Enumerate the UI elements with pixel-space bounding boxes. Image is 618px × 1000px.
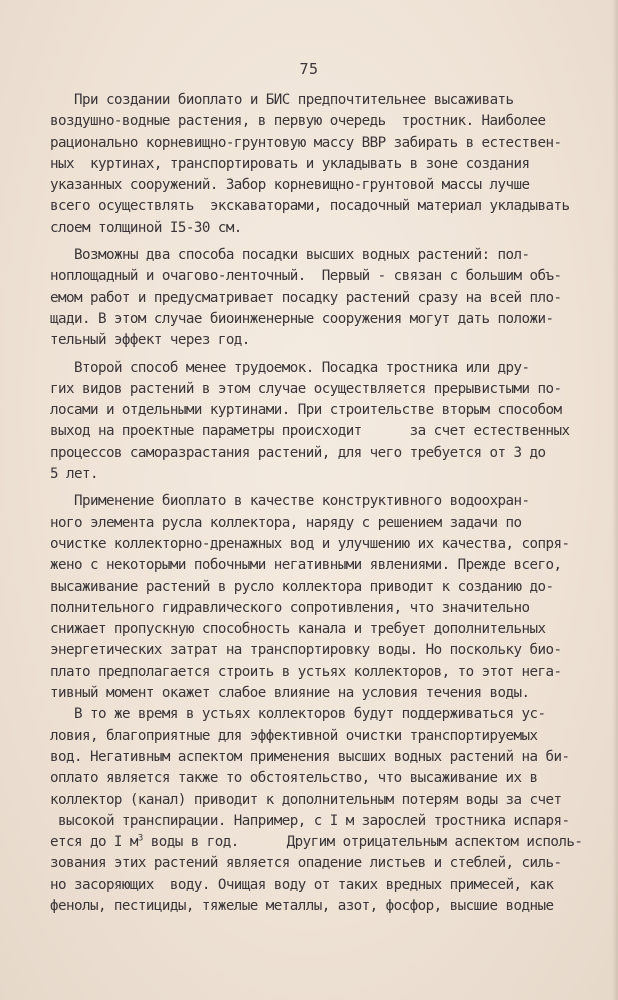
text-line: процессов саморазрастания растений, для чего требуется от 3 до [50, 444, 546, 461]
text-line: фенолы, пестициды, тяжелые металлы, азот, фосфор, высшие водные [50, 897, 554, 914]
text-line: тельный эффект через год. [50, 332, 250, 349]
text-line: емом работ и предусматривает посадку растений сразу на всей пло- [50, 289, 562, 306]
text-fragment: воды в год. Другим отрицательным аспектом исполь- [142, 834, 583, 851]
text-line [50, 832, 583, 853]
scan-edge-shadow [612, 0, 618, 1000]
text-line: жено с некоторыми побочными негативными явлениями. Прежде всего, [50, 557, 562, 574]
body-text [50, 90, 583, 917]
text-line: выход на проектные параметры происходит за счет естественных [50, 423, 570, 440]
text-line: Применение биоплато в качестве конструктивного водоохран- [74, 493, 530, 510]
text-line: полнительного гидравлического сопротивления, что значительно [50, 599, 530, 616]
text-line: лосами и отдельными куртинами. При строительстве вторым способом [50, 402, 562, 419]
text-line: При создании биоплато и БИС предпочтительнее высаживать [74, 92, 514, 108]
page-number: 75 [299, 60, 319, 78]
text-line: ного элемента русла коллектора, наряду с решением задачи по [50, 514, 522, 531]
text-line: 5 лет. [50, 466, 98, 483]
text-line: воздушно-водные растения, в первую очередь тростник. Наиболее [50, 113, 546, 130]
text-line: указанных сооружений. Забор корневищно-грунтовой массы лучше [50, 177, 530, 194]
text-line: но засоряющих воду. Очищая воду от таких вредных примесей, как [50, 876, 554, 893]
text-line: плато предполагается строить в устьях коллекторов, то этот нега- [50, 663, 562, 680]
text-line: Второй способ менее трудоемок. Посадка тростника или дру- [74, 359, 530, 376]
text-line: слоем толщиной I5-30 см. [50, 219, 242, 236]
text-line: высокой транспирации. Например, с I м зарослей тростника испаря- [50, 812, 570, 829]
text-line: очистке коллекторно-дренажных вод и улучшению их качества, сопря- [50, 535, 570, 552]
text-line: ловия, благоприятные для эффективной очистки транспортируемых [50, 727, 538, 744]
text-line: всего осуществлять экскаваторами, посадочный материал укладывать [50, 198, 570, 215]
text-line: коллектор (канал) приводит к дополнительным потерям воды за счет [50, 791, 562, 808]
text-fragment: ется до I м [50, 834, 138, 851]
text-line: оплато является также то обстоятельство, что высаживание их в [50, 770, 538, 787]
text-line: Возможны два способа посадки высших водных растений: пол- [74, 247, 530, 264]
text-line: энергетических затрат на транспортировку воды. Но поскольку био- [50, 642, 562, 659]
superscript: 3 [137, 833, 143, 844]
text-line: гих видов растений в этом случае осуществляется прерывистыми по- [50, 380, 562, 397]
text-line: рационально корневищно-грунтовую массу ВВР забирать в естествен- [50, 134, 562, 151]
text-line: вод. Негативным аспектом применения высших водных растений на би- [50, 748, 570, 765]
text-line: ных куртинах, транспортировать и укладывать в зоне создания [50, 155, 530, 172]
text-line: ноплощадный и очагово-ленточный. Первый - связан с большим объ- [50, 268, 562, 285]
text-line: высаживание растений в русло коллектора приводит к созданию до- [50, 578, 554, 595]
text-line: щади. В этом случае биоинженерные сооружения могут дать положи- [50, 310, 554, 327]
text-line: снижает пропускную способность канала и требует дополнительных [50, 621, 546, 638]
text-line: В то же время в устьях коллекторов будут поддерживаться ус- [74, 706, 546, 723]
text-line: зования этих растений является опадение листьев и стеблей, силь- [50, 855, 562, 872]
text-line: тивный момент окажет слабое влияние на условия течения воды. [50, 685, 530, 702]
